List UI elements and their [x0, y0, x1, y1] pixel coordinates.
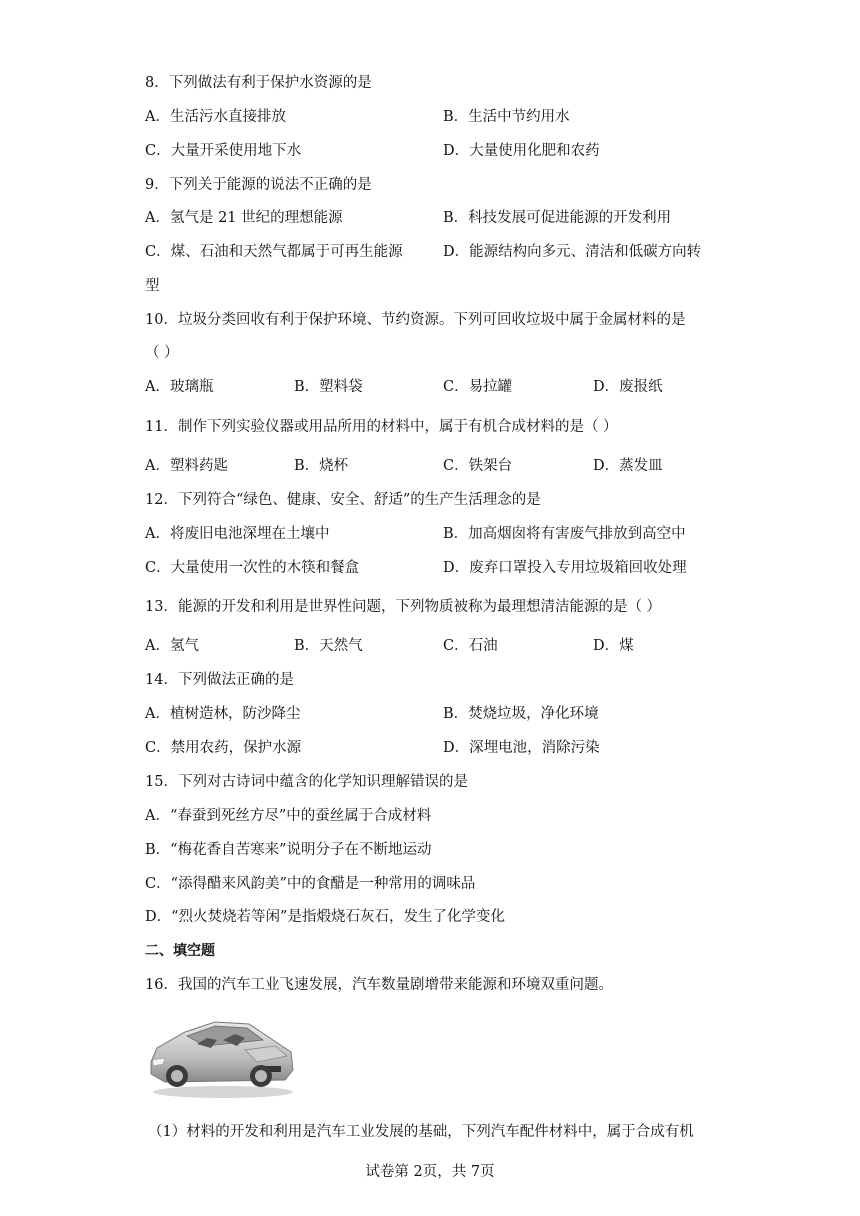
- q11-stem: 11．制作下列实验仪器或用品所用的材料中，属于有机合成材料的是（ ）: [145, 419, 618, 435]
- q8-option-c: C．大量开采使用地下水: [145, 143, 302, 159]
- q11-option-a: A．塑料药匙: [145, 458, 228, 474]
- q14-option-c: C．禁用农药，保护水源: [145, 740, 302, 756]
- q10-stem-continued: （ ）: [145, 345, 179, 361]
- q9-option-d-continued: 型: [145, 278, 160, 294]
- q11-option-d: D．蒸发皿: [593, 458, 663, 474]
- q13-stem: 13．能源的开发和利用是世界性问题，下列物质被称为最理想清洁能源的是（ ）: [145, 599, 662, 615]
- q15-option-c: C．“添得醋来风韵美”中的食醋是一种常用的调味品: [145, 876, 476, 892]
- q8-option-b: B．生活中节约用水: [443, 109, 570, 125]
- q14-option-d: D．深埋电池，消除污染: [443, 740, 600, 756]
- q9-option-a: A．氢气是 21 世纪的理想能源: [145, 210, 343, 226]
- q15-stem: 15．下列对古诗词中蕴含的化学知识理解错误的是: [145, 774, 468, 790]
- q8-option-d: D．大量使用化肥和农药: [443, 143, 600, 159]
- q9-option-b: B．科技发展可促进能源的开发利用: [443, 210, 672, 226]
- q8-stem: 8．下列做法有利于保护水资源的是: [145, 75, 372, 91]
- q9-stem: 9．下列关于能源的说法不正确的是: [145, 177, 372, 193]
- q12-option-d: D．废弃口罩投入专用垃圾箱回收处理: [443, 560, 687, 576]
- q13-option-d: D．煤: [593, 638, 634, 654]
- q16-sub1: （1）材料的开发和利用是汽车工业发展的基础，下列汽车配件材料中，属于合成有机: [148, 1124, 694, 1140]
- q13-option-c: C．石油: [443, 638, 498, 654]
- car-cutaway-image: [145, 1010, 297, 1100]
- q12-option-a: A．将废旧电池深埋在土壤中: [145, 526, 330, 542]
- q10-option-b: B．塑料袋: [294, 379, 363, 395]
- q9-option-d: D．能源结构向多元、清洁和低碳方向转: [443, 244, 702, 260]
- q9-option-c: C．煤、石油和天然气都属于可再生能源: [145, 244, 403, 260]
- q15-option-d: D．“烈火焚烧若等闲”是指煅烧石灰石，发生了化学变化: [145, 909, 505, 925]
- q11-option-c: C．铁架台: [443, 458, 513, 474]
- q15-option-a: A．“春蚕到死丝方尽”中的蚕丝属于合成材料: [145, 808, 432, 824]
- q14-stem: 14．下列做法正确的是: [145, 672, 294, 688]
- page-footer: 试卷第 2页，共 7页: [365, 1164, 495, 1180]
- q13-option-b: B．天然气: [294, 638, 363, 654]
- q15-option-b: B．“梅花香自苦寒来”说明分子在不断地运动: [145, 842, 432, 858]
- q10-stem: 10．垃圾分类回收有利于保护环境、节约资源。下列可回收垃圾中属于金属材料的是: [145, 312, 686, 328]
- q13-option-a: A．氢气: [145, 638, 199, 654]
- q14-option-a: A．植树造林，防沙降尘: [145, 706, 301, 722]
- q16-stem: 16．我国的汽车工业飞速发展，汽车数量剧增带来能源和环境双重问题。: [145, 977, 613, 993]
- q8-option-a: A．生活污水直接排放: [145, 109, 286, 125]
- q10-option-d: D．废报纸: [593, 379, 663, 395]
- q12-option-b: B．加高烟囱将有害废气排放到高空中: [443, 526, 686, 542]
- q14-option-b: B．焚烧垃圾，净化环境: [443, 706, 599, 722]
- q10-option-c: C．易拉罐: [443, 379, 513, 395]
- q10-option-a: A．玻璃瓶: [145, 379, 214, 395]
- q12-stem: 12．下列符合“绿色、健康、安全、舒适”的生产生活理念的是: [145, 492, 541, 508]
- section-title-fill-in: 二、填空题: [145, 943, 215, 959]
- q11-option-b: B．烧杯: [294, 458, 349, 474]
- q12-option-c: C．大量使用一次性的木筷和餐盒: [145, 560, 360, 576]
